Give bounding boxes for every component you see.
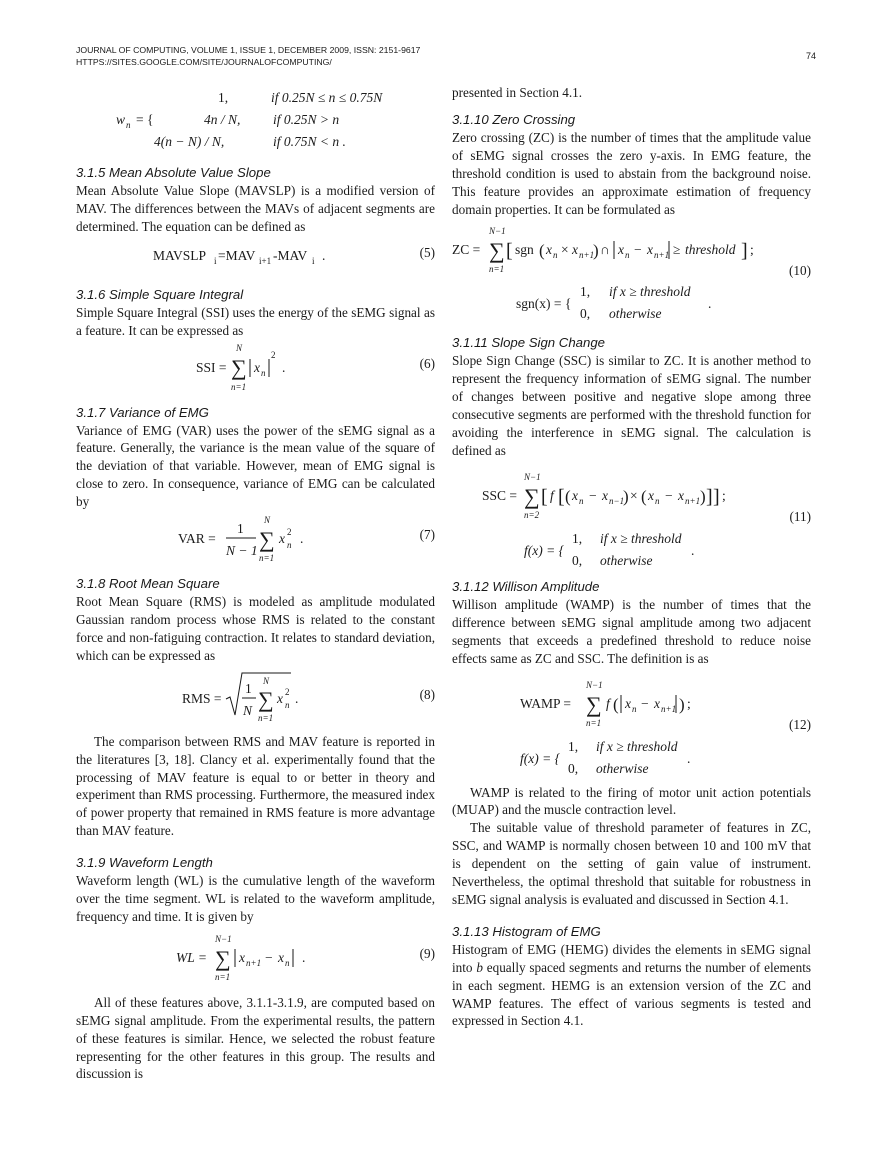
equation-number-12: (12) xyxy=(789,716,811,732)
wl-sub2: n xyxy=(285,957,290,968)
equation-number-9: (9) xyxy=(419,945,435,961)
threshold-paragraph: The suitable value of threshold parameter of features in ZC, SSC, and WAMP is normally chosen between 10 and 100 mV that is dependent on the setting of gain value of instrument. Nevertheless, the optimal threshold that suitable for robustness in sEMG signal analysis is evaluated and discussed in Section 4.1. xyxy=(452,820,811,907)
section-3-1-9-body: Waveform length (WL) is the cumulative length of the waveform over the time segment. WL is related to the waveform amplitude, frequency and time. It is given by xyxy=(76,873,435,924)
ssc-x4: x xyxy=(678,487,684,503)
ssc-case2-value: 0, xyxy=(572,552,583,568)
ssc-left-bracket: [ xyxy=(541,485,548,508)
section-3-1-6-title: 3.1.6 Simple Square Integral xyxy=(76,286,244,302)
page-number: 74 xyxy=(805,51,816,61)
case3-condition: if 0.75N < n . xyxy=(273,134,346,149)
ssc-rparen1: ) xyxy=(623,486,629,506)
rms-numerator: 1 xyxy=(245,680,252,696)
hemg-text-end: equally spaced segments and returns the number of elements in each segment. HEMG is an extension version of the ZC and WAMP features. The effect of various segments is tested and expressed in Section 4.1. xyxy=(452,959,812,1029)
ssc-inner-bracket-right: ] xyxy=(706,485,713,508)
rms-power: 2 xyxy=(285,686,290,697)
case1-condition: if 0.25N ≤ n ≤ 0.75N xyxy=(271,90,383,105)
ssc-x1: x xyxy=(572,487,578,503)
var-x: x xyxy=(279,531,285,547)
equation-number-11: (11) xyxy=(789,508,811,524)
section-3-1-12-body: Willison amplitude (WAMP) is the number of times that the difference between sEMG signal amplitude among two adjacent segments that exceeds a predefined threshold to reduce noise effects same as ZC and SSC. The definition is as xyxy=(452,596,811,666)
ssi-sum-symbol: ∑ xyxy=(231,354,247,380)
ssc-case1-value: 1, xyxy=(572,530,583,546)
section-3-1-8-body: Root Mean Square (RMS) is modeled as amplitude modulated Gaussian random process whose RMS is related to the constant force and non-fatiguing contraction. It relates to standard deviation, which can be expressed as xyxy=(76,594,435,663)
wn-symbol: w xyxy=(116,112,126,127)
ssc-sub1: n xyxy=(579,495,584,506)
wamp-case2-value: 0, xyxy=(568,760,579,776)
wamp-sum-symbol: ∑ xyxy=(586,691,602,717)
ssi-x: x xyxy=(254,359,260,375)
case3-value: 4(n − N) / N, xyxy=(154,134,225,149)
ssi-equation-svg xyxy=(76,340,376,396)
rms-sum-symbol: ∑ xyxy=(258,686,274,712)
wl-minus: − xyxy=(265,949,273,965)
equation-9 xyxy=(76,926,435,988)
continued-text: presented in Section 4.1. xyxy=(452,85,583,100)
zc-cap: ∩ xyxy=(600,242,610,258)
equation-number-8: (8) xyxy=(419,686,435,702)
zc-left-bracket: [ xyxy=(506,240,513,263)
section-3-1-6-body: Simple Square Integral (SSI) uses the energy of the sEMG signal as a feature. It can be expressed as xyxy=(76,304,435,338)
wl-lhs: WL = xyxy=(176,949,207,965)
equation-5 xyxy=(76,236,435,272)
wamp-equation-svg xyxy=(452,668,811,780)
section-3-1-9-title: 3.1.9 Waveform Length xyxy=(76,855,213,871)
ssc-f-lhs: f(x) = { xyxy=(524,542,564,558)
equation-12 xyxy=(452,668,811,780)
ssi-lhs: SSI = xyxy=(196,359,227,375)
ssc-lower-limit: n=2 xyxy=(524,509,540,520)
ssc-end: ; xyxy=(722,487,726,503)
wamp-muap-paragraph: WAMP is related to the firing of motor unit action potentials (MUAP) and the muscle contraction level. xyxy=(452,784,811,818)
equation-8 xyxy=(76,665,435,727)
zc-threshold: threshold xyxy=(685,242,736,258)
rms-lower-limit: n=1 xyxy=(258,712,274,723)
wamp-x1: x xyxy=(625,695,631,711)
hemg-variable-b: b xyxy=(476,959,483,975)
equation-number-7: (7) xyxy=(419,527,435,543)
rms-denominator: N xyxy=(243,702,253,718)
section-3-1-10-body: Zero crossing (ZC) is the number of times that the amplitude value of sEMG signal crosses the zero y-axis. In EMG feature, the threshold condition is used to abstain from the background noise. This feature provides an approximate estimation of frequency domain properties. It can be formulated as xyxy=(452,129,811,217)
wl-lower-limit: n=1 xyxy=(215,971,231,982)
window-function-equation xyxy=(76,84,435,150)
ssc-lhs: SSC = xyxy=(482,487,518,503)
zc-sub1: n xyxy=(553,250,558,261)
wamp-sub1: n xyxy=(632,703,637,714)
rms-equation-svg xyxy=(76,665,376,727)
wamp-minus: − xyxy=(641,695,649,711)
ssi-x-sub: n xyxy=(261,367,266,378)
zc-lhs: ZC = xyxy=(452,242,481,258)
wamp-f: f xyxy=(606,695,610,711)
wamp-f-lhs: f(x) = { xyxy=(520,750,560,766)
mavslp-sub1: i+1 xyxy=(259,255,272,266)
equation-number-5: (5) xyxy=(419,244,435,260)
rms-lhs: RMS = xyxy=(182,690,222,706)
zc-lparen: ( xyxy=(539,241,545,261)
zc-sub4: n+1 xyxy=(654,250,670,261)
ssc-sub3: n xyxy=(655,495,660,506)
mavslp-mid: -MAV xyxy=(273,247,308,263)
ssc-case2-condition: otherwise xyxy=(600,552,653,568)
running-header xyxy=(76,44,816,68)
wl-end: . xyxy=(302,949,306,965)
ssc-rparen2: ) xyxy=(700,486,706,506)
ssc-x3: x xyxy=(648,487,654,503)
zc-geq: ≥ xyxy=(673,242,681,258)
wamp-upper-limit: N−1 xyxy=(586,679,603,690)
case2-value: 4n / N, xyxy=(204,112,241,127)
var-power: 2 xyxy=(287,527,292,538)
wl-x1: x xyxy=(239,949,245,965)
case1-value: 1, xyxy=(218,90,229,105)
ssc-f: f xyxy=(550,487,554,503)
zc-minus: − xyxy=(634,242,642,258)
section-3-1-13-title: 3.1.13 Histogram of EMG xyxy=(452,923,601,939)
zc-lower-limit: n=1 xyxy=(489,264,505,275)
zc-x4: x xyxy=(647,242,653,258)
ssi-end: . xyxy=(282,359,286,375)
section-3-1-7-body: Variance of EMG (VAR) uses the power of the sEMG signal as a feature. Generally, the variance is the mean value of the square of the deviation of that variable. However, mean of EMG signal is close to zero. In consequence, variance of EMG can be calculated by xyxy=(76,422,435,510)
wamp-case1-condition: if x ≥ threshold xyxy=(596,738,678,754)
zc-x3: x xyxy=(618,242,624,258)
rms-x-sub: n xyxy=(285,699,290,710)
mavslp-equation-svg xyxy=(76,236,376,272)
zc-sub3: n xyxy=(625,250,630,261)
ssc-minus2: − xyxy=(665,487,673,503)
ssc-upper-limit: N−1 xyxy=(524,471,541,482)
rms-upper-limit: N xyxy=(263,675,270,686)
mavslp-end: . xyxy=(322,247,326,263)
ssc-case1-condition: if x ≥ threshold xyxy=(600,530,682,546)
ssc-times: × xyxy=(630,487,638,503)
sgn-case1-condition: if x ≥ threshold xyxy=(609,284,691,300)
var-sum-symbol: ∑ xyxy=(259,527,275,553)
equation-11 xyxy=(452,460,811,572)
ssc-right-bracket: ] xyxy=(713,485,720,508)
var-end: . xyxy=(300,531,304,547)
wamp-end: ; xyxy=(687,695,691,711)
equation-6 xyxy=(76,340,435,396)
section-3-1-5-body: Mean Absolute Value Slope (MAVSLP) is a modified version of MAV. The differences between the MAVs of adjacent segments are determined. The equation can be defined as xyxy=(76,183,435,234)
ssc-sum-symbol: ∑ xyxy=(524,483,540,509)
equation-10 xyxy=(452,218,811,328)
rms-x: x xyxy=(277,690,283,706)
wamp-sub2: n+1 xyxy=(661,703,677,714)
wn-subscript: n xyxy=(126,120,131,130)
ssi-lower-limit: n=1 xyxy=(231,381,247,392)
ssc-x2: x xyxy=(602,487,608,503)
wn-equals: = { xyxy=(136,112,154,127)
wamp-f-end: . xyxy=(687,750,691,766)
zc-x2: x xyxy=(572,242,578,258)
ssc-minus1: − xyxy=(589,487,597,503)
ssc-inner-bracket-left: [ xyxy=(558,485,565,508)
section-3-1-11-title: 3.1.11 Slope Sign Change xyxy=(452,335,605,351)
ssc-f-end: . xyxy=(691,542,695,558)
sgn-case2-value: 0, xyxy=(580,306,591,322)
wl-sub1: n+1 xyxy=(246,957,262,968)
wl-sum-symbol: ∑ xyxy=(215,945,231,971)
zc-end: ; xyxy=(750,242,754,258)
wamp-case2-condition: otherwise xyxy=(596,760,649,776)
zc-sub2: n+1 xyxy=(579,250,595,261)
wamp-x2: x xyxy=(654,695,660,711)
wl-x2: x xyxy=(278,949,284,965)
zc-rparen: ) xyxy=(593,241,599,261)
zc-x1: x xyxy=(546,242,552,258)
mavslp-lhs: MAVSLP xyxy=(153,247,207,263)
ssc-lparen1: ( xyxy=(565,486,571,506)
section-3-1-13-body xyxy=(452,941,811,1031)
var-equation-svg xyxy=(76,511,376,567)
zc-right-bracket: ] xyxy=(741,240,748,263)
section-3-1-5-title: 3.1.5 Mean Absolute Value Slope xyxy=(76,165,271,180)
ssc-equation-svg xyxy=(452,460,811,572)
mavslp-eq: =MAV xyxy=(218,247,256,263)
wl-upper-limit: N−1 xyxy=(215,933,232,944)
mavslp-sub2: i xyxy=(312,255,315,266)
sgn-end: . xyxy=(708,296,712,312)
right-column xyxy=(452,84,811,1030)
case2-condition: if 0.25N > n xyxy=(273,112,340,127)
ssc-sub2: n−1 xyxy=(609,495,625,506)
window-function-svg xyxy=(76,84,435,150)
sgn-case1-value: 1, xyxy=(580,284,591,300)
equation-number-6: (6) xyxy=(419,355,435,371)
wamp-lparen: ( xyxy=(613,694,619,714)
journal-line: JOURNAL OF COMPUTING, VOLUME 1, ISSUE 1, DECEMBER 2009, ISSN: 2151-9617 xyxy=(76,45,421,55)
zc-times: × xyxy=(561,242,569,258)
var-upper-limit: N xyxy=(264,515,271,526)
mavslp-lhs-sub: i xyxy=(214,255,217,266)
hemg-text-start: Histogram of EMG (HEMG) divides the elements in sEMG signal into xyxy=(452,941,811,975)
wamp-case1-value: 1, xyxy=(568,738,579,754)
wamp-lhs: WAMP = xyxy=(520,695,571,711)
left-column xyxy=(76,84,435,1083)
var-lhs: VAR = xyxy=(178,531,216,547)
section-3-1-11-body: Slope Sign Change (SSC) is similar to ZC. It is another method to represent the frequency information of sEMG signal. The number of changes between positive and negative slope among three consecutive segments are performed with the threshold function for avoiding the interference in sEMG signal. The calculation is defined as xyxy=(452,353,811,458)
rms-end: . xyxy=(295,690,299,706)
equation-number-10: (10) xyxy=(789,263,811,279)
var-denominator: N − 1 xyxy=(226,543,258,559)
sgn-lhs: sgn(x) = { xyxy=(516,296,572,312)
section-3-1-8-title: 3.1.8 Root Mean Square xyxy=(76,576,220,592)
ssc-lparen2: ( xyxy=(641,486,647,506)
var-numerator: 1 xyxy=(237,521,244,537)
ssi-power: 2 xyxy=(271,349,276,360)
amplitude-features-summary: All of these features above, 3.1.1-3.1.9, are computed based on sEMG signal amplitude. From the experimental results, the pattern of these features is similar. Hence, we selected the robust feature representing for the other features in this group. The results and discussion is xyxy=(76,994,435,1082)
ssc-sub4: n+1 xyxy=(685,495,701,506)
wl-equation-svg xyxy=(76,926,376,988)
journal-url: HTTPS://SITES.GOOGLE.COM/SITE/JOURNALOFCOMPUTING/ xyxy=(76,57,332,67)
equation-7 xyxy=(76,511,435,567)
zc-upper-limit: N−1 xyxy=(489,226,506,237)
section-3-1-12-title: 3.1.12 Willison Amplitude xyxy=(452,578,600,594)
zc-sum-symbol: ∑ xyxy=(489,238,505,264)
section-3-1-7-title: 3.1.7 Variance of EMG xyxy=(76,404,209,420)
zc-equation-svg xyxy=(452,218,811,328)
var-x-sub: n xyxy=(287,540,292,551)
zc-sgn: sgn xyxy=(515,242,534,258)
wamp-lower-limit: n=1 xyxy=(586,717,602,728)
ssi-upper-limit: N xyxy=(236,342,243,353)
wamp-rparen: ) xyxy=(679,694,685,714)
section-3-1-10-title: 3.1.10 Zero Crossing xyxy=(452,111,576,127)
rms-mav-comparison-paragraph: The comparison between RMS and MAV feature is reported in the literatures [3, 18]. Clancy et al. experimentally found that the processing of MAV feature is equal to or better in theory and experiment than RMS processing. Furthermore, the measured index of power property that remained in RMS feature is more advantage than MAV feature. xyxy=(76,733,435,839)
sgn-case2-condition: otherwise xyxy=(609,306,662,322)
var-lower-limit: n=1 xyxy=(259,553,275,564)
